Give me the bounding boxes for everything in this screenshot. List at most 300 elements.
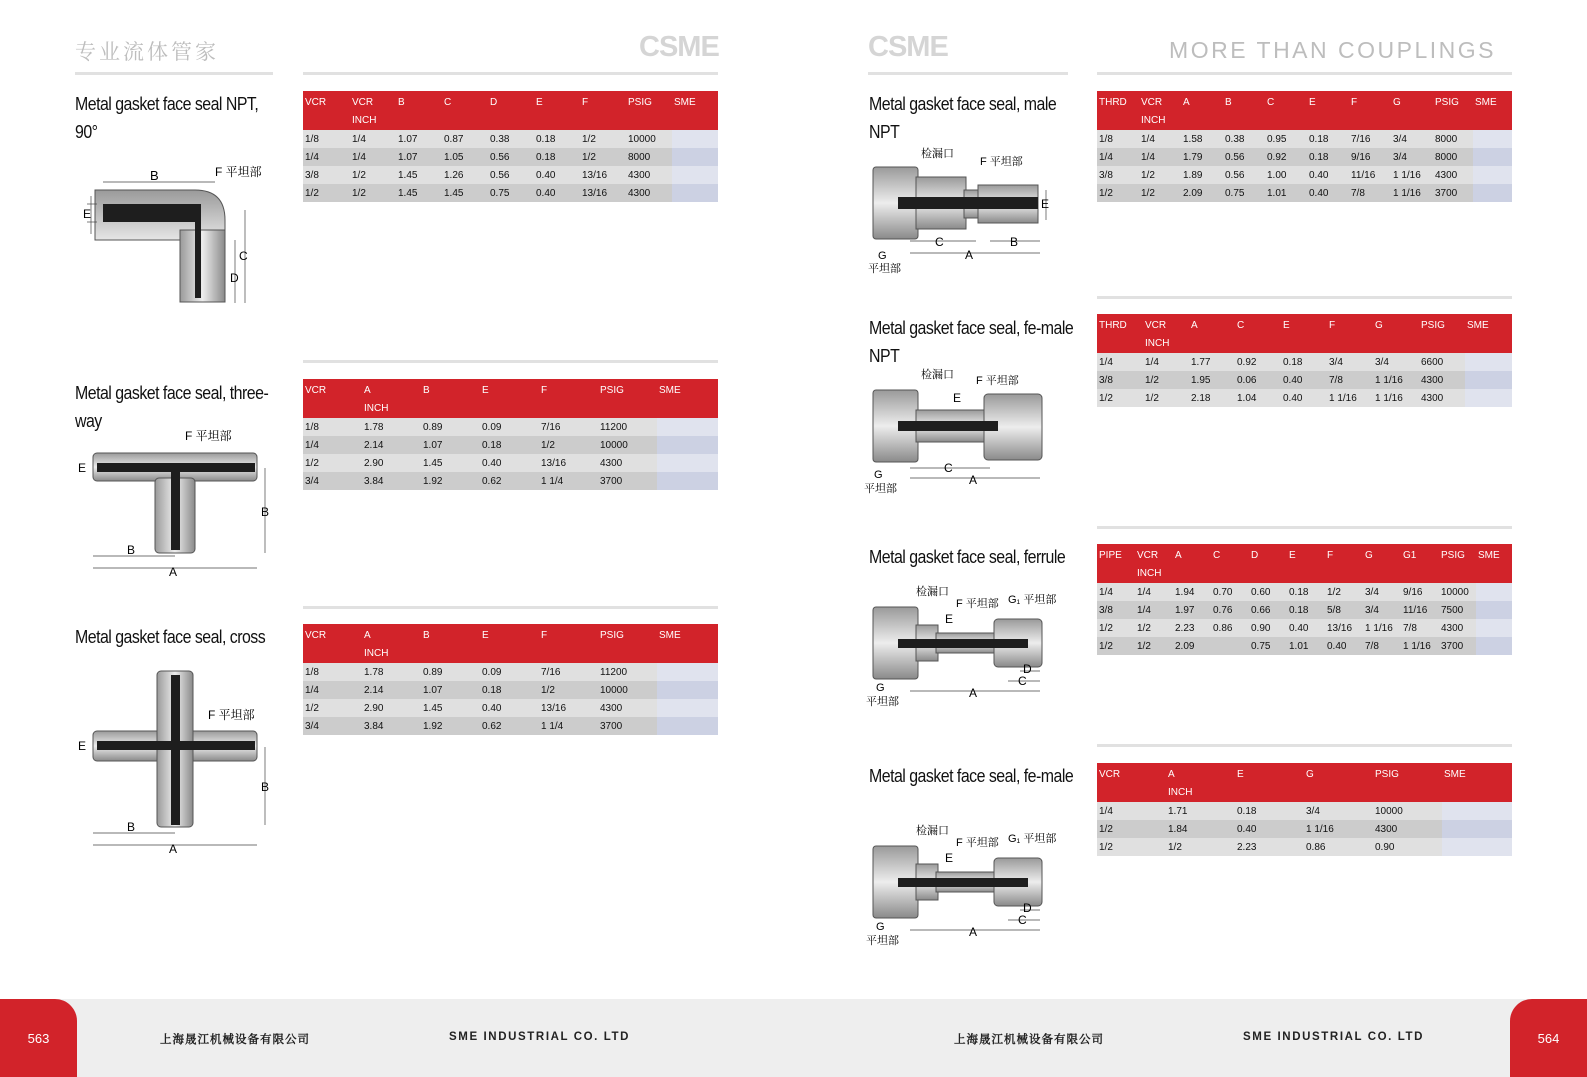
table-cell: 1.77 bbox=[1189, 353, 1235, 371]
male-npt-diagram bbox=[868, 145, 1073, 277]
table-cell: 0.60 bbox=[1249, 583, 1287, 601]
column-header: SME bbox=[1476, 544, 1512, 583]
column-header: E bbox=[1307, 91, 1349, 130]
table-cell: 3/4 bbox=[303, 717, 362, 735]
table-cell: 0.40 bbox=[1307, 166, 1349, 184]
table-cell bbox=[1442, 838, 1512, 856]
table-cell: 4300 bbox=[1419, 389, 1465, 407]
table-cell: 3/4 bbox=[1391, 148, 1433, 166]
table-cell: 0.95 bbox=[1265, 130, 1307, 148]
divider bbox=[75, 72, 273, 75]
divider bbox=[303, 72, 718, 75]
column-header: F bbox=[1325, 544, 1363, 583]
table-cell: 1 1/16 bbox=[1401, 637, 1439, 655]
table-cell: 1/4 bbox=[350, 148, 396, 166]
table-header-row bbox=[303, 379, 718, 418]
table-row bbox=[1097, 838, 1512, 856]
table-cell: 1/4 bbox=[1139, 148, 1181, 166]
column-header: SME bbox=[672, 91, 718, 130]
table-cell: 1.26 bbox=[442, 166, 488, 184]
column-header: PSIG bbox=[1439, 544, 1476, 583]
column-header: B bbox=[396, 91, 442, 130]
table-cell bbox=[672, 130, 718, 148]
dimension-label: A bbox=[969, 686, 978, 700]
table-cell: 1.97 bbox=[1173, 601, 1211, 619]
table-cell: 10000 bbox=[598, 436, 657, 454]
table-cell: 1/2 bbox=[1325, 583, 1363, 601]
table-cell: 11200 bbox=[598, 663, 657, 681]
table-cell: 3/4 bbox=[303, 472, 362, 490]
table-cell: 1.45 bbox=[396, 184, 442, 202]
table-row bbox=[1097, 184, 1512, 202]
table-cell: 1/2 bbox=[1135, 637, 1173, 655]
table-cell: 1.79 bbox=[1181, 148, 1223, 166]
table-cell: 3700 bbox=[598, 472, 657, 490]
product-title-female: Metal gasket face seal, fe-male bbox=[869, 765, 1074, 786]
dimension-label: D bbox=[1023, 662, 1032, 676]
table-cell: 0.18 bbox=[1281, 353, 1327, 371]
dimension-label: B bbox=[261, 505, 270, 519]
table-cell: 2.90 bbox=[362, 699, 421, 717]
table-cell: 1.07 bbox=[396, 130, 442, 148]
table-cell: 0.40 bbox=[480, 454, 539, 472]
table-row bbox=[1097, 802, 1512, 820]
table-row bbox=[303, 699, 718, 717]
column-header: B bbox=[1223, 91, 1265, 130]
table-cell: 1.92 bbox=[421, 472, 480, 490]
table-cell: 1/4 bbox=[303, 681, 362, 699]
table-row bbox=[303, 166, 718, 184]
table-cell: 7/8 bbox=[1327, 371, 1373, 389]
table-cell bbox=[657, 472, 718, 490]
logo-swoosh-icon: C bbox=[639, 31, 659, 63]
table-cell: 1.01 bbox=[1265, 184, 1307, 202]
table-cell: 1.00 bbox=[1265, 166, 1307, 184]
female-fitting-diagram bbox=[868, 824, 1073, 956]
table-cell: 1/2 bbox=[1139, 166, 1181, 184]
product-title-npt-90: Metal gasket face seal NPT, 90° bbox=[75, 93, 259, 142]
column-header: E bbox=[1281, 314, 1327, 353]
unit-label: INCH bbox=[1141, 115, 1166, 126]
table-cell: 7/16 bbox=[1349, 130, 1391, 148]
table-row bbox=[1097, 353, 1512, 371]
table-cell bbox=[1476, 637, 1512, 655]
table-cell: 1.58 bbox=[1181, 130, 1223, 148]
table-cell: 1/4 bbox=[1097, 148, 1139, 166]
dimension-label: E bbox=[78, 739, 87, 753]
column-header: PSIG bbox=[1419, 314, 1465, 353]
table-row bbox=[303, 148, 718, 166]
table-row bbox=[303, 681, 718, 699]
divider bbox=[303, 606, 718, 609]
elbow-fitting-diagram bbox=[75, 160, 285, 315]
table-header-row bbox=[303, 91, 718, 130]
table-cell: 3/4 bbox=[1373, 353, 1419, 371]
column-header: A bbox=[1173, 544, 1211, 583]
table-cell: 1/2 bbox=[1097, 838, 1166, 856]
table-cell bbox=[1465, 389, 1512, 407]
table-cell bbox=[1476, 583, 1512, 601]
dimension-label: B bbox=[150, 168, 159, 183]
table-cell: 3.84 bbox=[362, 717, 421, 735]
table-cell: 2.14 bbox=[362, 436, 421, 454]
column-header: G bbox=[1304, 763, 1373, 802]
column-header: SME bbox=[657, 624, 718, 663]
table-cell: 3.84 bbox=[362, 472, 421, 490]
column-header: PSIG bbox=[598, 624, 657, 663]
dimension-label: C bbox=[1018, 913, 1027, 927]
table-cell: 1 1/4 bbox=[539, 472, 598, 490]
table-cell: 0.40 bbox=[534, 184, 580, 202]
table-cell: 10000 bbox=[1373, 802, 1442, 820]
column-header: D bbox=[1249, 544, 1287, 583]
dimension-label: E bbox=[953, 391, 962, 405]
brand-logo-left: CSME bbox=[639, 31, 719, 63]
table-cell: 0.40 bbox=[1307, 184, 1349, 202]
table-cell: 0.18 bbox=[534, 148, 580, 166]
table-cell bbox=[1476, 601, 1512, 619]
table-cell: 4300 bbox=[1433, 166, 1473, 184]
table-cell: 0.09 bbox=[480, 663, 539, 681]
table-cell: 1/2 bbox=[1139, 184, 1181, 202]
table-cell: 0.92 bbox=[1265, 148, 1307, 166]
flat-callout: F 平坦部 bbox=[185, 429, 232, 443]
column-header: G bbox=[1373, 314, 1419, 353]
table-cell: 4300 bbox=[1439, 619, 1476, 637]
table-cell: 3/4 bbox=[1363, 601, 1401, 619]
table-cell: 2.23 bbox=[1235, 838, 1304, 856]
dimension-label: B bbox=[127, 543, 136, 557]
table-cell: 0.56 bbox=[488, 148, 534, 166]
column-header: A INCH bbox=[362, 624, 421, 663]
table-cell: 3/8 bbox=[1097, 601, 1135, 619]
table-cell: 11200 bbox=[598, 418, 657, 436]
table-cell: 1.07 bbox=[421, 436, 480, 454]
spec-table bbox=[1097, 91, 1512, 202]
flat-callout: F 平坦部 bbox=[956, 837, 999, 849]
flat-callout: F 平坦部 bbox=[980, 156, 1023, 168]
table-cell bbox=[672, 166, 718, 184]
table-cell: 1/2 bbox=[1143, 389, 1189, 407]
column-header: E bbox=[534, 91, 580, 130]
product-title-male-npt: Metal gasket face seal, male NPT bbox=[869, 93, 1057, 142]
table-cell bbox=[657, 717, 718, 735]
table-row bbox=[303, 663, 718, 681]
table-cell: 3700 bbox=[1433, 184, 1473, 202]
table-cell: 1/4 bbox=[1139, 130, 1181, 148]
table-cell bbox=[1473, 148, 1512, 166]
table-cell: 3/8 bbox=[1097, 371, 1143, 389]
table-cell: 4300 bbox=[1419, 371, 1465, 389]
table-header-row bbox=[1097, 314, 1512, 353]
column-header: PSIG bbox=[1373, 763, 1442, 802]
table-cell: 0.18 bbox=[534, 130, 580, 148]
table-cell bbox=[1465, 371, 1512, 389]
table-cell: 8000 bbox=[626, 148, 672, 166]
table-cell: 1.04 bbox=[1235, 389, 1281, 407]
divider bbox=[1097, 744, 1512, 747]
dimension-label: A bbox=[169, 842, 178, 856]
flat-callout: F 平坦部 bbox=[208, 708, 255, 722]
table-cell: 1/2 bbox=[1135, 619, 1173, 637]
table-cell: 1/4 bbox=[1097, 583, 1135, 601]
table-cell: 1.89 bbox=[1181, 166, 1223, 184]
table-cell: 1/8 bbox=[1097, 130, 1139, 148]
table-cell: 3700 bbox=[1439, 637, 1476, 655]
table-cell: 2.14 bbox=[362, 681, 421, 699]
dimension-label: A bbox=[969, 473, 978, 487]
table-cell: 1/2 bbox=[580, 130, 626, 148]
dimension-label: A bbox=[169, 565, 178, 579]
dimension-label: C bbox=[935, 235, 944, 249]
table-cell: 7/8 bbox=[1349, 184, 1391, 202]
table-cell: 10000 bbox=[1439, 583, 1476, 601]
table-cell: 1.07 bbox=[421, 681, 480, 699]
table-cell: 1/2 bbox=[1097, 619, 1135, 637]
table-cell: 0.75 bbox=[1249, 637, 1287, 655]
column-header: D bbox=[488, 91, 534, 130]
table-cell: 1/2 bbox=[1097, 820, 1166, 838]
divider bbox=[1097, 526, 1512, 529]
table-cell: 1/2 bbox=[350, 166, 396, 184]
table-cell bbox=[657, 663, 718, 681]
table-cell: 1/2 bbox=[303, 699, 362, 717]
column-header: PSIG bbox=[1433, 91, 1473, 130]
table-cell: 1/8 bbox=[303, 130, 350, 148]
dimension-label: C bbox=[239, 249, 248, 263]
flat-callout: F 平坦部 bbox=[215, 165, 262, 179]
table-cell: 1/2 bbox=[539, 436, 598, 454]
table-cell: 0.86 bbox=[1304, 838, 1373, 856]
column-header: F bbox=[580, 91, 626, 130]
table-cell: 1/4 bbox=[350, 130, 396, 148]
column-header: B bbox=[421, 624, 480, 663]
table-cell: 1/8 bbox=[303, 418, 362, 436]
table-cell: 0.18 bbox=[1235, 802, 1304, 820]
g1-flat-callout: G₁ 平坦部 bbox=[1008, 594, 1057, 606]
column-header: C bbox=[1235, 314, 1281, 353]
dimension-label: B bbox=[261, 780, 270, 794]
table-cell: 3/8 bbox=[1097, 166, 1139, 184]
table-cell: 0.66 bbox=[1249, 601, 1287, 619]
unit-label: INCH bbox=[364, 648, 389, 659]
table-cell bbox=[672, 148, 718, 166]
table-cell: 10000 bbox=[598, 681, 657, 699]
table-cell: 1.92 bbox=[421, 717, 480, 735]
column-header: A INCH bbox=[1166, 763, 1235, 802]
table-header-row bbox=[1097, 763, 1512, 802]
dimension-label: A bbox=[965, 248, 974, 262]
column-header: VCR INCH bbox=[350, 91, 396, 130]
table-cell bbox=[657, 418, 718, 436]
leak-port-callout: 检漏口 bbox=[921, 369, 954, 381]
table-row bbox=[1097, 637, 1512, 655]
table-row bbox=[1097, 619, 1512, 637]
table-cell: 0.40 bbox=[1281, 371, 1327, 389]
table-cell: 1.45 bbox=[421, 454, 480, 472]
table-row bbox=[1097, 371, 1512, 389]
unit-label: INCH bbox=[352, 115, 377, 126]
flat-callout: F 平坦部 bbox=[976, 375, 1019, 387]
divider bbox=[303, 360, 718, 363]
table-cell: 8000 bbox=[1433, 130, 1473, 148]
column-header: G1 bbox=[1401, 544, 1439, 583]
table-cell: 1 1/16 bbox=[1391, 166, 1433, 184]
table-cell: 0.86 bbox=[1211, 619, 1249, 637]
table-cell: 1/2 bbox=[350, 184, 396, 202]
table-cell: 1/4 bbox=[1143, 353, 1189, 371]
column-header: F bbox=[1349, 91, 1391, 130]
dimension-label: C bbox=[1018, 674, 1027, 688]
g-flat-callout: 平坦部 bbox=[868, 263, 901, 275]
table-cell: 0.38 bbox=[488, 130, 534, 148]
table-cell: 13/16 bbox=[580, 166, 626, 184]
table-cell: 7500 bbox=[1439, 601, 1476, 619]
table-cell: 6600 bbox=[1419, 353, 1465, 371]
table-cell: 2.09 bbox=[1181, 184, 1223, 202]
column-header: A bbox=[1181, 91, 1223, 130]
g-flat-callout: 平坦部 bbox=[866, 696, 899, 708]
table-cell: 3700 bbox=[598, 717, 657, 735]
table-cell: 0.18 bbox=[480, 436, 539, 454]
table-cell bbox=[657, 436, 718, 454]
leak-port-callout: 检漏口 bbox=[921, 148, 954, 160]
table-cell: 1.84 bbox=[1166, 820, 1235, 838]
spec-table bbox=[303, 379, 718, 490]
female-npt-diagram bbox=[864, 368, 1073, 500]
table-header-row bbox=[303, 624, 718, 663]
table-cell bbox=[1442, 802, 1512, 820]
column-header: SME bbox=[1465, 314, 1512, 353]
table-cell: 0.18 bbox=[1307, 130, 1349, 148]
table-cell: 1/2 bbox=[580, 148, 626, 166]
table-row bbox=[303, 436, 718, 454]
dimension-label: G bbox=[876, 682, 885, 694]
table-cell: 1 1/16 bbox=[1373, 371, 1419, 389]
table-cell bbox=[1442, 820, 1512, 838]
table-cell: 4300 bbox=[626, 184, 672, 202]
table-cell: 1/2 bbox=[1166, 838, 1235, 856]
table-cell: 1.71 bbox=[1166, 802, 1235, 820]
divider bbox=[1097, 72, 1512, 75]
unit-label: INCH bbox=[364, 403, 389, 414]
table-cell: 4300 bbox=[598, 454, 657, 472]
table-cell: 0.38 bbox=[1223, 130, 1265, 148]
column-header: E bbox=[1235, 763, 1304, 802]
table-cell bbox=[1476, 619, 1512, 637]
table-cell: 4300 bbox=[598, 699, 657, 717]
table-cell: 3/4 bbox=[1327, 353, 1373, 371]
table-cell: 9/16 bbox=[1349, 148, 1391, 166]
table-cell: 0.56 bbox=[1223, 166, 1265, 184]
column-header: F bbox=[539, 624, 598, 663]
table-cell: 1/8 bbox=[303, 663, 362, 681]
table-cell: 2.09 bbox=[1173, 637, 1211, 655]
spec-table bbox=[303, 91, 718, 202]
dimension-label: G bbox=[874, 469, 883, 481]
table-cell: 0.18 bbox=[1287, 601, 1325, 619]
table-cell: 1/2 bbox=[539, 681, 598, 699]
table-row bbox=[1097, 130, 1512, 148]
table-cell: 0.90 bbox=[1373, 838, 1442, 856]
g1-flat-callout: G₁ 平坦部 bbox=[1008, 833, 1057, 845]
column-header: F bbox=[1327, 314, 1373, 353]
column-header: A INCH bbox=[362, 379, 421, 418]
column-header: E bbox=[1287, 544, 1325, 583]
table-cell: 1/4 bbox=[1135, 601, 1173, 619]
column-header: THRD bbox=[1097, 314, 1143, 353]
dimension-label: D bbox=[1023, 901, 1032, 915]
table-cell: 1.01 bbox=[1287, 637, 1325, 655]
table-cell: 1.94 bbox=[1173, 583, 1211, 601]
table-cell: 1/4 bbox=[1097, 353, 1143, 371]
table-row bbox=[303, 717, 718, 735]
page-number-left: 563 bbox=[0, 999, 77, 1077]
table-row bbox=[1097, 583, 1512, 601]
table-cell: 13/16 bbox=[580, 184, 626, 202]
dimension-label: E bbox=[1041, 197, 1050, 211]
table-cell: 1 1/16 bbox=[1373, 389, 1419, 407]
divider bbox=[1097, 296, 1512, 299]
table-cell bbox=[1473, 184, 1512, 202]
table-cell: 1/4 bbox=[1097, 802, 1166, 820]
table-row bbox=[1097, 389, 1512, 407]
dimension-label: G bbox=[878, 250, 887, 262]
table-row bbox=[1097, 166, 1512, 184]
column-header: E bbox=[480, 624, 539, 663]
dimension-label: A bbox=[969, 925, 978, 939]
table-cell: 3/4 bbox=[1391, 130, 1433, 148]
dimension-label: D bbox=[230, 271, 239, 285]
column-header: SME bbox=[1442, 763, 1512, 802]
table-header-row bbox=[1097, 91, 1512, 130]
table-cell: 0.89 bbox=[421, 663, 480, 681]
table-cell: 0.18 bbox=[1307, 148, 1349, 166]
g-flat-callout: 平坦部 bbox=[866, 935, 899, 947]
table-cell: 1.78 bbox=[362, 418, 421, 436]
flat-callout: F 平坦部 bbox=[956, 598, 999, 610]
table-cell: 1/2 bbox=[303, 184, 350, 202]
footer-company-cn: 上海晟江机械设备有限公司 bbox=[160, 1034, 310, 1046]
table-cell: 1.45 bbox=[442, 184, 488, 202]
table-cell: 7/16 bbox=[539, 418, 598, 436]
table-cell: 4300 bbox=[1373, 820, 1442, 838]
unit-label: INCH bbox=[1145, 338, 1170, 349]
table-cell: 0.40 bbox=[1325, 637, 1363, 655]
unit-label: INCH bbox=[1168, 787, 1193, 798]
product-title-cross: Metal gasket face seal, cross bbox=[75, 626, 266, 647]
product-title-female-npt: Metal gasket face seal, fe-male NPT bbox=[869, 317, 1074, 366]
table-cell: 7/8 bbox=[1401, 619, 1439, 637]
brand-logo-right: CSME bbox=[868, 31, 948, 63]
dimension-label: E bbox=[83, 207, 92, 221]
table-cell: 1 1/16 bbox=[1363, 619, 1401, 637]
column-header: SME bbox=[657, 379, 718, 418]
table-cell: 1/4 bbox=[303, 148, 350, 166]
table-cell: 0.56 bbox=[488, 166, 534, 184]
table-cell: 0.18 bbox=[480, 681, 539, 699]
table-cell: 0.70 bbox=[1211, 583, 1249, 601]
dimension-label: E bbox=[945, 612, 954, 626]
table-cell: 1.07 bbox=[396, 148, 442, 166]
column-header: A bbox=[1189, 314, 1235, 353]
column-header: VCR INCH bbox=[1143, 314, 1189, 353]
table-cell: 2.18 bbox=[1189, 389, 1235, 407]
column-header: E bbox=[480, 379, 539, 418]
table-cell: 1 1/16 bbox=[1327, 389, 1373, 407]
table-row bbox=[1097, 820, 1512, 838]
column-header: F bbox=[539, 379, 598, 418]
